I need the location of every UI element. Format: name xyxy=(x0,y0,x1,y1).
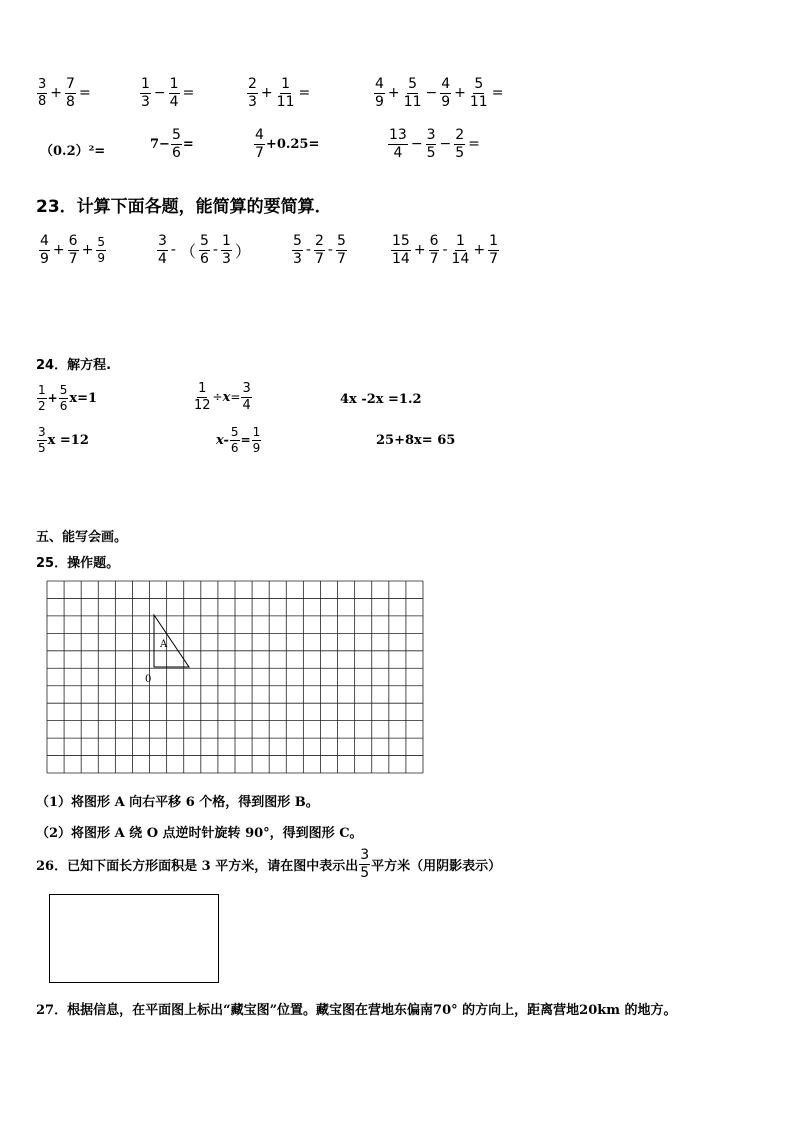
q24-eq-5: x- $\frac{5}{6}$ = $\frac{1}{9}$ xyxy=(216,425,261,455)
expr-r1-2: $\frac{1}{3}$ − $\frac{1}{4}$ = xyxy=(141,76,195,110)
fraction: $\frac{5}{6}$ xyxy=(230,425,239,455)
fraction: $\frac{2}{7}$ xyxy=(314,233,324,267)
fraction: $\frac{1}{3}$ xyxy=(141,76,150,110)
expr-r2-1: （0.2）²= xyxy=(40,144,106,159)
section-5-title: 五、能写会画。 xyxy=(36,530,128,545)
fraction: $\frac{5}{9}$ xyxy=(97,235,105,265)
fraction: $\frac{15}{14}$ xyxy=(392,233,410,267)
fraction: $\frac{4}{9}$ xyxy=(40,233,49,267)
fraction: $\frac{4}{7}$ xyxy=(255,127,264,161)
q24-eq-2: $\frac{1}{12}$ ÷ x = $\frac{3}{4}$ xyxy=(194,381,251,413)
fraction: $\frac{2}{3}$ xyxy=(248,76,257,110)
q23-expr-4: $\frac{15}{14}$ + $\frac{6}{7}$ - $\frac{1}{14}$ + $\frac{1}{7}$ xyxy=(392,233,499,267)
fraction: $\frac{5}{6}$ xyxy=(200,233,209,267)
fraction: $\frac{6}{7}$ xyxy=(429,233,439,267)
fraction: $\frac{3}{4}$ xyxy=(242,381,251,413)
fraction: $\frac{3}{5}$ xyxy=(38,425,46,455)
q24-eq-1: $\frac{1}{2}$ + $\frac{5}{6}$ x=1 xyxy=(38,383,98,413)
q23-expr-1: $\frac{4}{9}$ + $\frac{6}{7}$ + $\frac{5}{9}$ xyxy=(40,233,105,267)
fraction: $\frac{7}{8}$ xyxy=(66,76,75,110)
q24-eq-6: 25+8x= 65 xyxy=(376,433,456,448)
fraction: $\frac{1}{2}$ xyxy=(38,383,46,413)
fraction: $\frac{3}{5}$ xyxy=(360,847,370,881)
q24-title: 24．解方程. xyxy=(36,358,112,373)
fraction: $\frac{3}{5}$ xyxy=(426,127,436,161)
expr-r1-4: $\frac{4}{9}$ + $\frac{5}{11}$ − $\frac{4}{9}$ + $\frac{5}{11}$ = xyxy=(375,76,504,110)
fraction: $\frac{1}{7}$ xyxy=(489,233,499,267)
q24-eq-3: 4x -2x =1.2 xyxy=(340,392,422,407)
grid-lines xyxy=(47,581,423,773)
label-o: 0 xyxy=(145,674,152,685)
fraction: $\frac{5}{11}$ xyxy=(403,76,422,110)
q24-eq-4: $\frac{3}{5}$ x =12 xyxy=(38,425,89,455)
expr-r2-3: $\frac{4}{7}$ +0.25= xyxy=(255,127,320,161)
fraction: $\frac{2}{5}$ xyxy=(455,127,465,161)
fraction: $\frac{1}{3}$ xyxy=(221,233,231,267)
fraction: $\frac{5}{3}$ xyxy=(293,233,302,267)
expr-r2-4: $\frac{13}{4}$ − $\frac{3}{5}$ − $\frac{2}{5}$ = xyxy=(389,127,480,161)
q26-text: 26．已知下面长方形面积是 3 平方米，请在图中表示出 $\frac{3}{5}$ 平方米（用阴影表示） xyxy=(36,847,502,881)
fraction: $\frac{5}{6}$ xyxy=(59,383,68,413)
fraction: $\frac{4}{9}$ xyxy=(375,76,384,110)
expr-r1-1: $\frac{3}{8}$ + $\frac{7}{8}$ = xyxy=(38,76,91,110)
label-a: A xyxy=(160,639,168,650)
q25-title: 25．操作题。 xyxy=(36,556,120,571)
fraction: $\frac{4}{9}$ xyxy=(441,76,451,110)
fraction: $\frac{6}{7}$ xyxy=(68,233,78,267)
grid-figure xyxy=(46,580,424,774)
fraction: $\frac{1}{12}$ xyxy=(194,381,211,413)
fraction: $\frac{1}{9}$ xyxy=(252,425,261,455)
fraction: $\frac{5}{11}$ xyxy=(469,76,488,110)
fraction: $\frac{13}{4}$ xyxy=(389,127,407,161)
q27-text: 27．根据信息，在平面图上标出“藏宝图”位置。藏宝图在营地东偏南70° 的方向上，距离营地20km 的地方。 xyxy=(36,1003,677,1018)
q25-item-1: （1）将图形 A 向右平移 6 个格，得到图形 B。 xyxy=(36,795,319,810)
fraction: $\frac{1}{4}$ xyxy=(169,76,179,110)
fraction: $\frac{1}{11}$ xyxy=(276,76,295,110)
fraction: $\frac{1}{14}$ xyxy=(451,233,470,267)
expr-r1-3: $\frac{2}{3}$ + $\frac{1}{11}$ = xyxy=(248,76,311,110)
q25-item-2: （2）将图形 A 绕 O 点逆时针旋转 90°，得到图形 C。 xyxy=(36,826,363,841)
fraction: $\frac{3}{8}$ xyxy=(38,77,47,109)
q23-title: 23．计算下面各题，能简算的要简算． xyxy=(36,197,332,217)
rectangle-3-sqm[interactable] xyxy=(49,894,219,983)
fraction: $\frac{5}{7}$ xyxy=(336,233,346,267)
q23-expr-3: $\frac{5}{3}$ - $\frac{2}{7}$ - $\frac{5}{7}$ xyxy=(293,233,346,267)
expr-r2-2: 7− $\frac{5}{6}$ = xyxy=(150,127,194,161)
fraction: $\frac{5}{6}$ xyxy=(171,127,181,161)
q23-expr-2: $\frac{3}{4}$ - （ $\frac{5}{6}$ - $\frac{1}{3}$ ） xyxy=(158,233,251,267)
fraction: $\frac{3}{4}$ xyxy=(158,233,167,267)
